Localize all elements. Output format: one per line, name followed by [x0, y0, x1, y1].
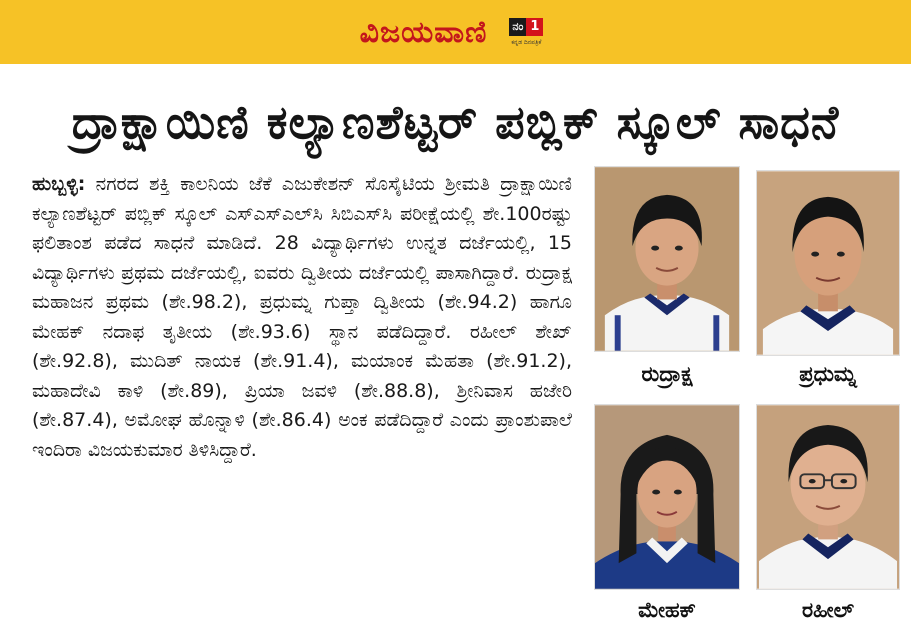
student-portrait-icon: [757, 405, 899, 589]
newspaper-logo-icon: [501, 12, 551, 52]
student-photo-mehak: [594, 404, 740, 590]
student-portrait-icon: [757, 171, 899, 355]
student-portrait-icon: [595, 405, 739, 589]
photo-caption: ಪ್ರಧುಮ್ನ: [799, 362, 857, 386]
logo-prefix: ನಂ: [509, 18, 526, 36]
logo-tagline: ಕನ್ನಡ ದಿನಪತ್ರಿಕೆ: [511, 39, 542, 46]
article-dateline: ಹುಬ್ಬಳ್ಳಿ:: [32, 173, 86, 195]
article-body: [32, 170, 572, 630]
masthead-bar: [0, 0, 911, 64]
article-paragraph: [32, 170, 572, 465]
student-photo-rudraksha: [594, 166, 740, 352]
newspaper-name: ವಿಜಯವಾಣಿ: [359, 14, 488, 50]
student-photo-pradhumna: [756, 170, 900, 356]
photo-caption: ರುದ್ರಾಕ್ಷ: [641, 362, 693, 386]
student-portrait-icon: [595, 167, 739, 351]
article-headline: ದ್ರಾಕ್ಷಾಯಿಣಿ ಕಲ್ಯಾಣಶೆಟ್ಟರ್ ಪಬ್ಲಿಕ್ ಸ್ಕೂಲ್ ಸಾಧನೆ: [71, 95, 840, 149]
student-photo-raheel: [756, 404, 900, 590]
article-text: ನಗರದ ಶಕ್ತಿ ಕಾಲನಿಯ ಜೆಕೆ ಎಜುಕೇಶನ್ ಸೊಸೈಟಿಯ ಶ್ರೀಮತಿ ದ್ರಾಕ್ಷಾಯಿಣಿ ಕಲ್ಯಾಣಶೆಟ್ಟರ್ ಪಬ್ಲಿಕ್ ಸ್ಕೂಲ್ ಎಸ್‌ಎಸ್‌ಎಲ್‌ಸಿ ಸಿಬಿಎಸ್‌ಸಿ ಪರೀಕ್ಷೆಯಲ್ಲಿ ಶೇ.100ರಷ್ಟು ಫಲಿತಾಂಶ ಪಡೆದ ಸಾಧನೆ ಮಾಡಿದೆ. 28 ವಿದ್ಯಾರ್ಥಿಗಳು ಉನ್ನತ ದರ್ಜೆಯಲ್ಲಿ, 15 ವಿದ್ಯಾರ್ಥಿಗಳು ಪ್ರಥಮ ದರ್ಜೆಯಲ್ಲಿ, ಐವರು ದ್ವಿತೀಯ ದರ್ಜೆಯಲ್ಲಿ ಪಾಸಾಗಿದ್ದಾರೆ. ರುದ್ರಾಕ್ಷ ಮಹಾಜನ ಪ್ರಥಮ (ಶೇ.98.2), ಪ್ರಧುಮ್ನ ಗುಪ್ತಾ ದ್ವಿತೀಯ (ಶೇ.94.2) ಹಾಗೂ ಮೇಹಕ್ ನದಾಫ ತೃತೀಯ (ಶೇ.93.6) ಸ್ಥಾನ ಪಡೆದಿದ್ದಾರೆ. ರಹೀಲ್ ಶೇಖ್ (ಶೇ.92.8), ಮುದಿತ್ ನಾಯಕ (ಶೇ.91.4), ಮಯಾಂಕ ಮೆಹತಾ (ಶೇ.91.2), ಮಹಾದೇವಿ ಕಾಳಿ (ಶೇ.89), ಪ್ರಿಯಾ ಜವಳಿ (ಶೇ.88.8), ಶ್ರೀನಿವಾಸ ಹಜೇರಿ (ಶೇ.87.4), ಅಮೋಘ ಹೊನ್ನಾಳಿ (ಶೇ.86.4) ಅಂಕ ಪಡೆದಿದ್ದಾರೆ ಎಂದು ಪ್ರಾಂಶುಪಾಲೆ ಇಂದಿರಾ ವಿಜಯಕುಮಾರ ತಿಳಿಸಿದ್ದಾರೆ.: [32, 173, 572, 461]
photo-caption: ಮೇಹಕ್: [638, 598, 696, 622]
photo-caption: ರಹೀಲ್: [802, 598, 854, 622]
logo-number: 1: [526, 18, 543, 36]
